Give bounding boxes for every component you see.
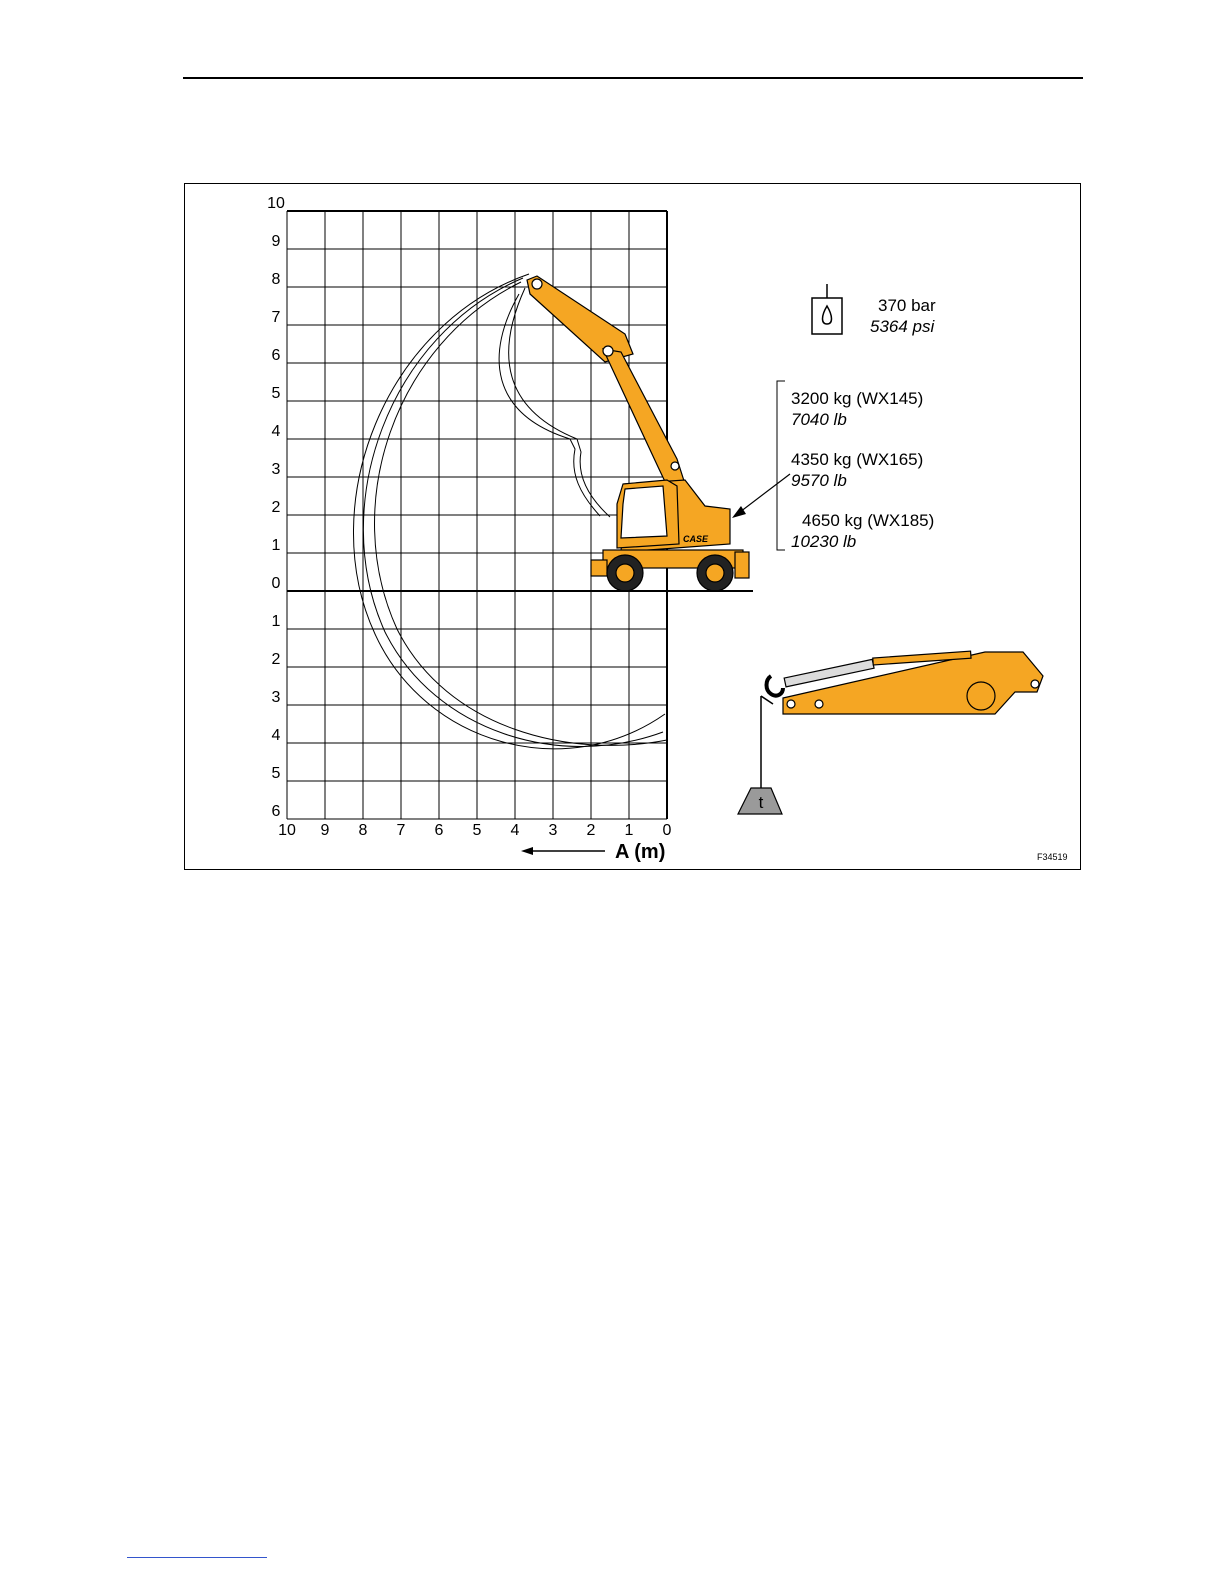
y-tick-4: 4 (271, 423, 281, 440)
header-rule (183, 77, 1083, 79)
load-wx185-imperial: 10230 lb (791, 532, 857, 551)
hook-icon (767, 676, 784, 696)
load-wx145-metric: 3200 kg (WX145) (791, 389, 924, 408)
y-tick-neg-1: 1 (271, 613, 281, 630)
working-range-diagram (185, 184, 1082, 871)
rear-wheel (697, 555, 733, 591)
y-tick-6: 6 (271, 347, 281, 364)
hydraulic-cylinder-icon (812, 284, 842, 334)
pressure-psi: 5364 psi (870, 317, 935, 336)
x-tick-7: 7 (396, 822, 406, 839)
x-tick-5: 5 (472, 822, 482, 839)
footer-link-rule (127, 1557, 267, 1558)
rear-outrigger (735, 552, 749, 578)
y-tick-neg-4: 4 (271, 727, 281, 744)
x-tick-8: 8 (358, 822, 368, 839)
machine-brand: CASE (683, 534, 709, 544)
load-wx145-imperial: 7040 lb (791, 410, 847, 429)
weight-label: t (758, 793, 764, 812)
front-wheel (607, 555, 643, 591)
x-axis-label-group (521, 841, 665, 863)
figure-id: F34519 (1037, 852, 1068, 862)
y-tick-0: 0 (271, 575, 281, 592)
y-tick-neg-5: 5 (271, 765, 281, 782)
y-tick-3: 3 (271, 461, 281, 478)
excavator-illustration (527, 276, 753, 591)
load-pointer-line (740, 474, 790, 512)
y-tick-1: 1 (271, 537, 281, 554)
range-grid (287, 211, 667, 819)
x-axis-label: A (m) (615, 841, 666, 863)
boom-hook-illustration (738, 651, 1043, 814)
y-tick-10: 10 (267, 195, 285, 212)
x-tick-6: 6 (434, 822, 444, 839)
y-tick-7: 7 (271, 309, 281, 326)
figure-frame (184, 183, 1081, 870)
load-wx165-imperial: 9570 lb (791, 471, 847, 490)
y-tick-5: 5 (271, 385, 281, 402)
x-tick-4: 4 (510, 822, 520, 839)
excavator-boom (527, 276, 633, 362)
y-tick-8: 8 (271, 271, 281, 288)
x-tick-9: 9 (320, 822, 330, 839)
cab-window (621, 486, 667, 538)
x-tick-0: 0 (662, 822, 672, 839)
pressure-bar: 370 bar (878, 296, 936, 315)
y-tick-9: 9 (271, 233, 281, 250)
y-tick-neg-6: 6 (271, 803, 281, 820)
y-tick-neg-2: 2 (271, 651, 281, 668)
y-tick-2: 2 (271, 499, 281, 516)
load-bracket (777, 381, 785, 550)
x-tick-3: 3 (548, 822, 558, 839)
load-wx185-metric: 4650 kg (WX185) (802, 511, 935, 530)
y-tick-neg-3: 3 (271, 689, 281, 706)
x-tick-1: 1 (624, 822, 634, 839)
load-wx165-metric: 4350 kg (WX165) (791, 450, 924, 469)
x-tick-10: 10 (278, 822, 296, 839)
x-tick-2: 2 (586, 822, 596, 839)
front-blade (591, 560, 607, 576)
